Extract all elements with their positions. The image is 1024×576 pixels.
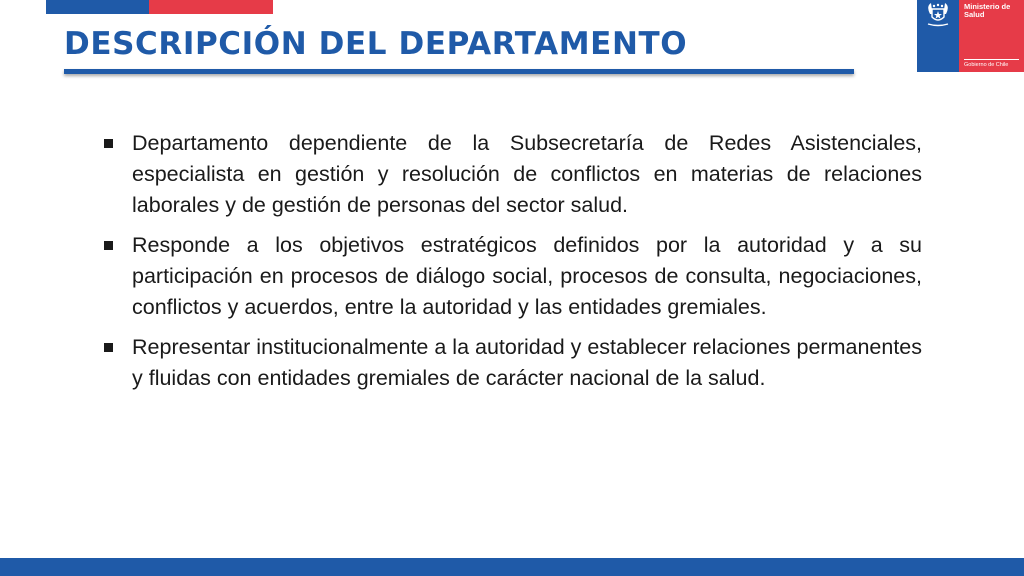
- chile-coat-of-arms-icon: [921, 2, 955, 28]
- logo-government-name: Gobierno de Chile: [964, 62, 1009, 68]
- bullet-text: Departamento dependiente de la Subsecretaría de Redes Asistenciales, especialista en gestión y resolución de conflictos en materias de relaciones laborales y de gestión de personas del sector salud.: [132, 131, 922, 217]
- bullet-text: Responde a los objetivos estratégicos definidos por la autoridad y a su participación en procesos de diálogo social, procesos de consulta, negociaciones, conflictos y acuerdos, entre la autoridad y las entidades gremiales.: [132, 233, 922, 319]
- bullet-item: [104, 332, 922, 394]
- slide-title: DESCRIPCIÓN DEL DEPARTAMENTO: [64, 26, 688, 62]
- bullet-list: [104, 128, 922, 403]
- logo-ministry-name: Ministerio de Salud: [964, 2, 1011, 19]
- title-underline: [64, 69, 854, 74]
- bullet-item: [104, 230, 922, 323]
- square-bullet-icon: [104, 343, 113, 352]
- bullet-item: [104, 128, 922, 221]
- logo-blue-panel: [917, 0, 959, 72]
- square-bullet-icon: [104, 241, 113, 250]
- bullet-text: Representar institucionalmente a la autoridad y establecer relaciones permanentes y fluidas con entidades gremiales de carácter nacional de la salud.: [132, 335, 922, 390]
- ministry-logo: [917, 0, 1024, 72]
- square-bullet-icon: [104, 139, 113, 148]
- flag-stripe-blue: [46, 0, 149, 14]
- footer-bar: [0, 558, 1024, 576]
- flag-stripe-red: [149, 0, 273, 14]
- logo-divider: [964, 59, 1019, 60]
